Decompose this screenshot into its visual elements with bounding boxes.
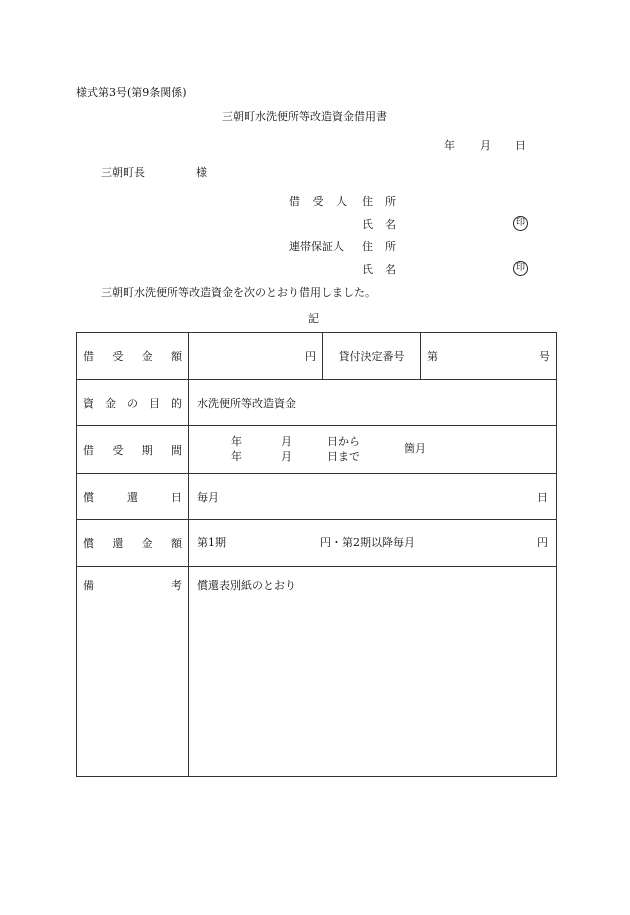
label-char: 受 (112, 350, 124, 363)
label-char: 名 (385, 263, 396, 276)
label-char: 借 (83, 443, 94, 457)
gou-suffix: 号 (539, 350, 550, 363)
label-char: 受 (112, 443, 124, 457)
row-label-loan-period (77, 426, 189, 474)
table-row (77, 380, 557, 426)
period-to-year: 年 (231, 450, 242, 463)
addressee-honorific: 様 (196, 166, 207, 179)
period-to-day: 日まで (327, 450, 360, 463)
table-row (77, 474, 557, 520)
loan-amount-field[interactable] (189, 333, 323, 379)
label-char: 額 (170, 350, 182, 363)
day-unit: 日 (537, 490, 548, 504)
decision-number-label-text: 貸付決定番号 (338, 350, 405, 363)
guarantor-role: 連帯保証人 (289, 240, 344, 253)
row-label-loan-amount (77, 333, 189, 380)
label-char: 所 (385, 240, 396, 253)
label-char: 氏 (362, 218, 373, 231)
row-label-remarks (77, 567, 189, 777)
label-char: 期 (141, 443, 153, 457)
document-title: 三朝町水洗便所等改造資金借用書 (222, 110, 387, 123)
label-char: 名 (385, 218, 396, 231)
guarantor-seal-mark: 印 (513, 261, 528, 276)
period-months: 箇月 (404, 442, 426, 455)
form-number: 様式第3号(第9条関係) (76, 86, 187, 99)
borrower-role (289, 196, 347, 207)
table-row (77, 426, 557, 474)
guarantor-address-label (362, 241, 396, 252)
date-month: 月 (480, 139, 491, 152)
row-value-repayment-day[interactable] (189, 474, 557, 520)
row-label-purpose (77, 380, 189, 426)
yen-unit: 円 (305, 350, 316, 363)
label-char: 金 (141, 537, 153, 550)
loan-form-table (76, 332, 557, 777)
date-year: 年 (444, 139, 455, 152)
borrower-name-label (362, 219, 396, 230)
borrower-seal-mark: 印 (513, 216, 528, 231)
table-row (77, 333, 557, 380)
addressee-name: 三朝町長 (101, 166, 145, 179)
every-month: 毎月 (197, 490, 219, 504)
row-label-repayment-day (77, 474, 189, 520)
second-period: 円・第2期以降毎月 (320, 536, 415, 549)
borrower-role-char: 借 (289, 195, 300, 208)
label-char: 償 (83, 537, 94, 550)
label-char: 還 (112, 537, 124, 550)
label-char: 額 (170, 537, 182, 550)
period-from-year: 年 (231, 435, 242, 448)
period-from-day: 日から (327, 435, 360, 448)
purpose-value: 水洗便所等改造資金 (197, 396, 296, 410)
decision-number-field[interactable] (421, 333, 556, 379)
label-char: 間 (170, 443, 182, 457)
table-row (77, 567, 557, 777)
remarks-value: 償還表別紙のとおり (197, 579, 296, 592)
label-char: 資 (83, 396, 94, 410)
date-day: 日 (515, 139, 526, 152)
label-char: 住 (362, 240, 373, 253)
row-value-loan-amount (189, 333, 557, 380)
row-value-purpose[interactable] (189, 380, 557, 426)
statement-text: 三朝町水洗便所等改造資金を次のとおり借用しました。 (101, 286, 376, 299)
label-char: の (127, 396, 138, 410)
label-char: 借 (83, 350, 94, 363)
label-char: 金 (105, 396, 116, 410)
row-value-remarks[interactable] (189, 567, 557, 777)
label-char: 氏 (362, 263, 373, 276)
period-from-month: 月 (281, 435, 292, 448)
label-char: 考 (171, 579, 182, 592)
row-label-repayment-amount (77, 520, 189, 567)
label-char: 償 (83, 490, 94, 504)
yen-unit: 円 (537, 536, 548, 549)
label-char: 還 (127, 490, 138, 504)
first-period: 第1期 (197, 536, 226, 549)
row-value-loan-period[interactable] (189, 426, 557, 474)
label-char: 住 (362, 195, 373, 208)
borrower-role-char: 受 (312, 195, 324, 208)
record-label: 記 (308, 312, 319, 325)
label-char: 日 (171, 490, 182, 504)
period-to-month: 月 (281, 450, 292, 463)
label-char: 目 (149, 396, 160, 410)
row-value-repayment-amount[interactable] (189, 520, 557, 567)
label-char: 金 (141, 350, 153, 363)
label-char: 備 (83, 579, 94, 592)
borrower-role-char: 人 (336, 195, 347, 208)
table-row (77, 520, 557, 567)
label-char: 所 (385, 195, 396, 208)
dai-prefix: 第 (427, 350, 438, 363)
decision-number-label (323, 333, 421, 379)
guarantor-name-label (362, 264, 396, 275)
borrower-address-label (362, 196, 396, 207)
label-char: 的 (171, 396, 182, 410)
